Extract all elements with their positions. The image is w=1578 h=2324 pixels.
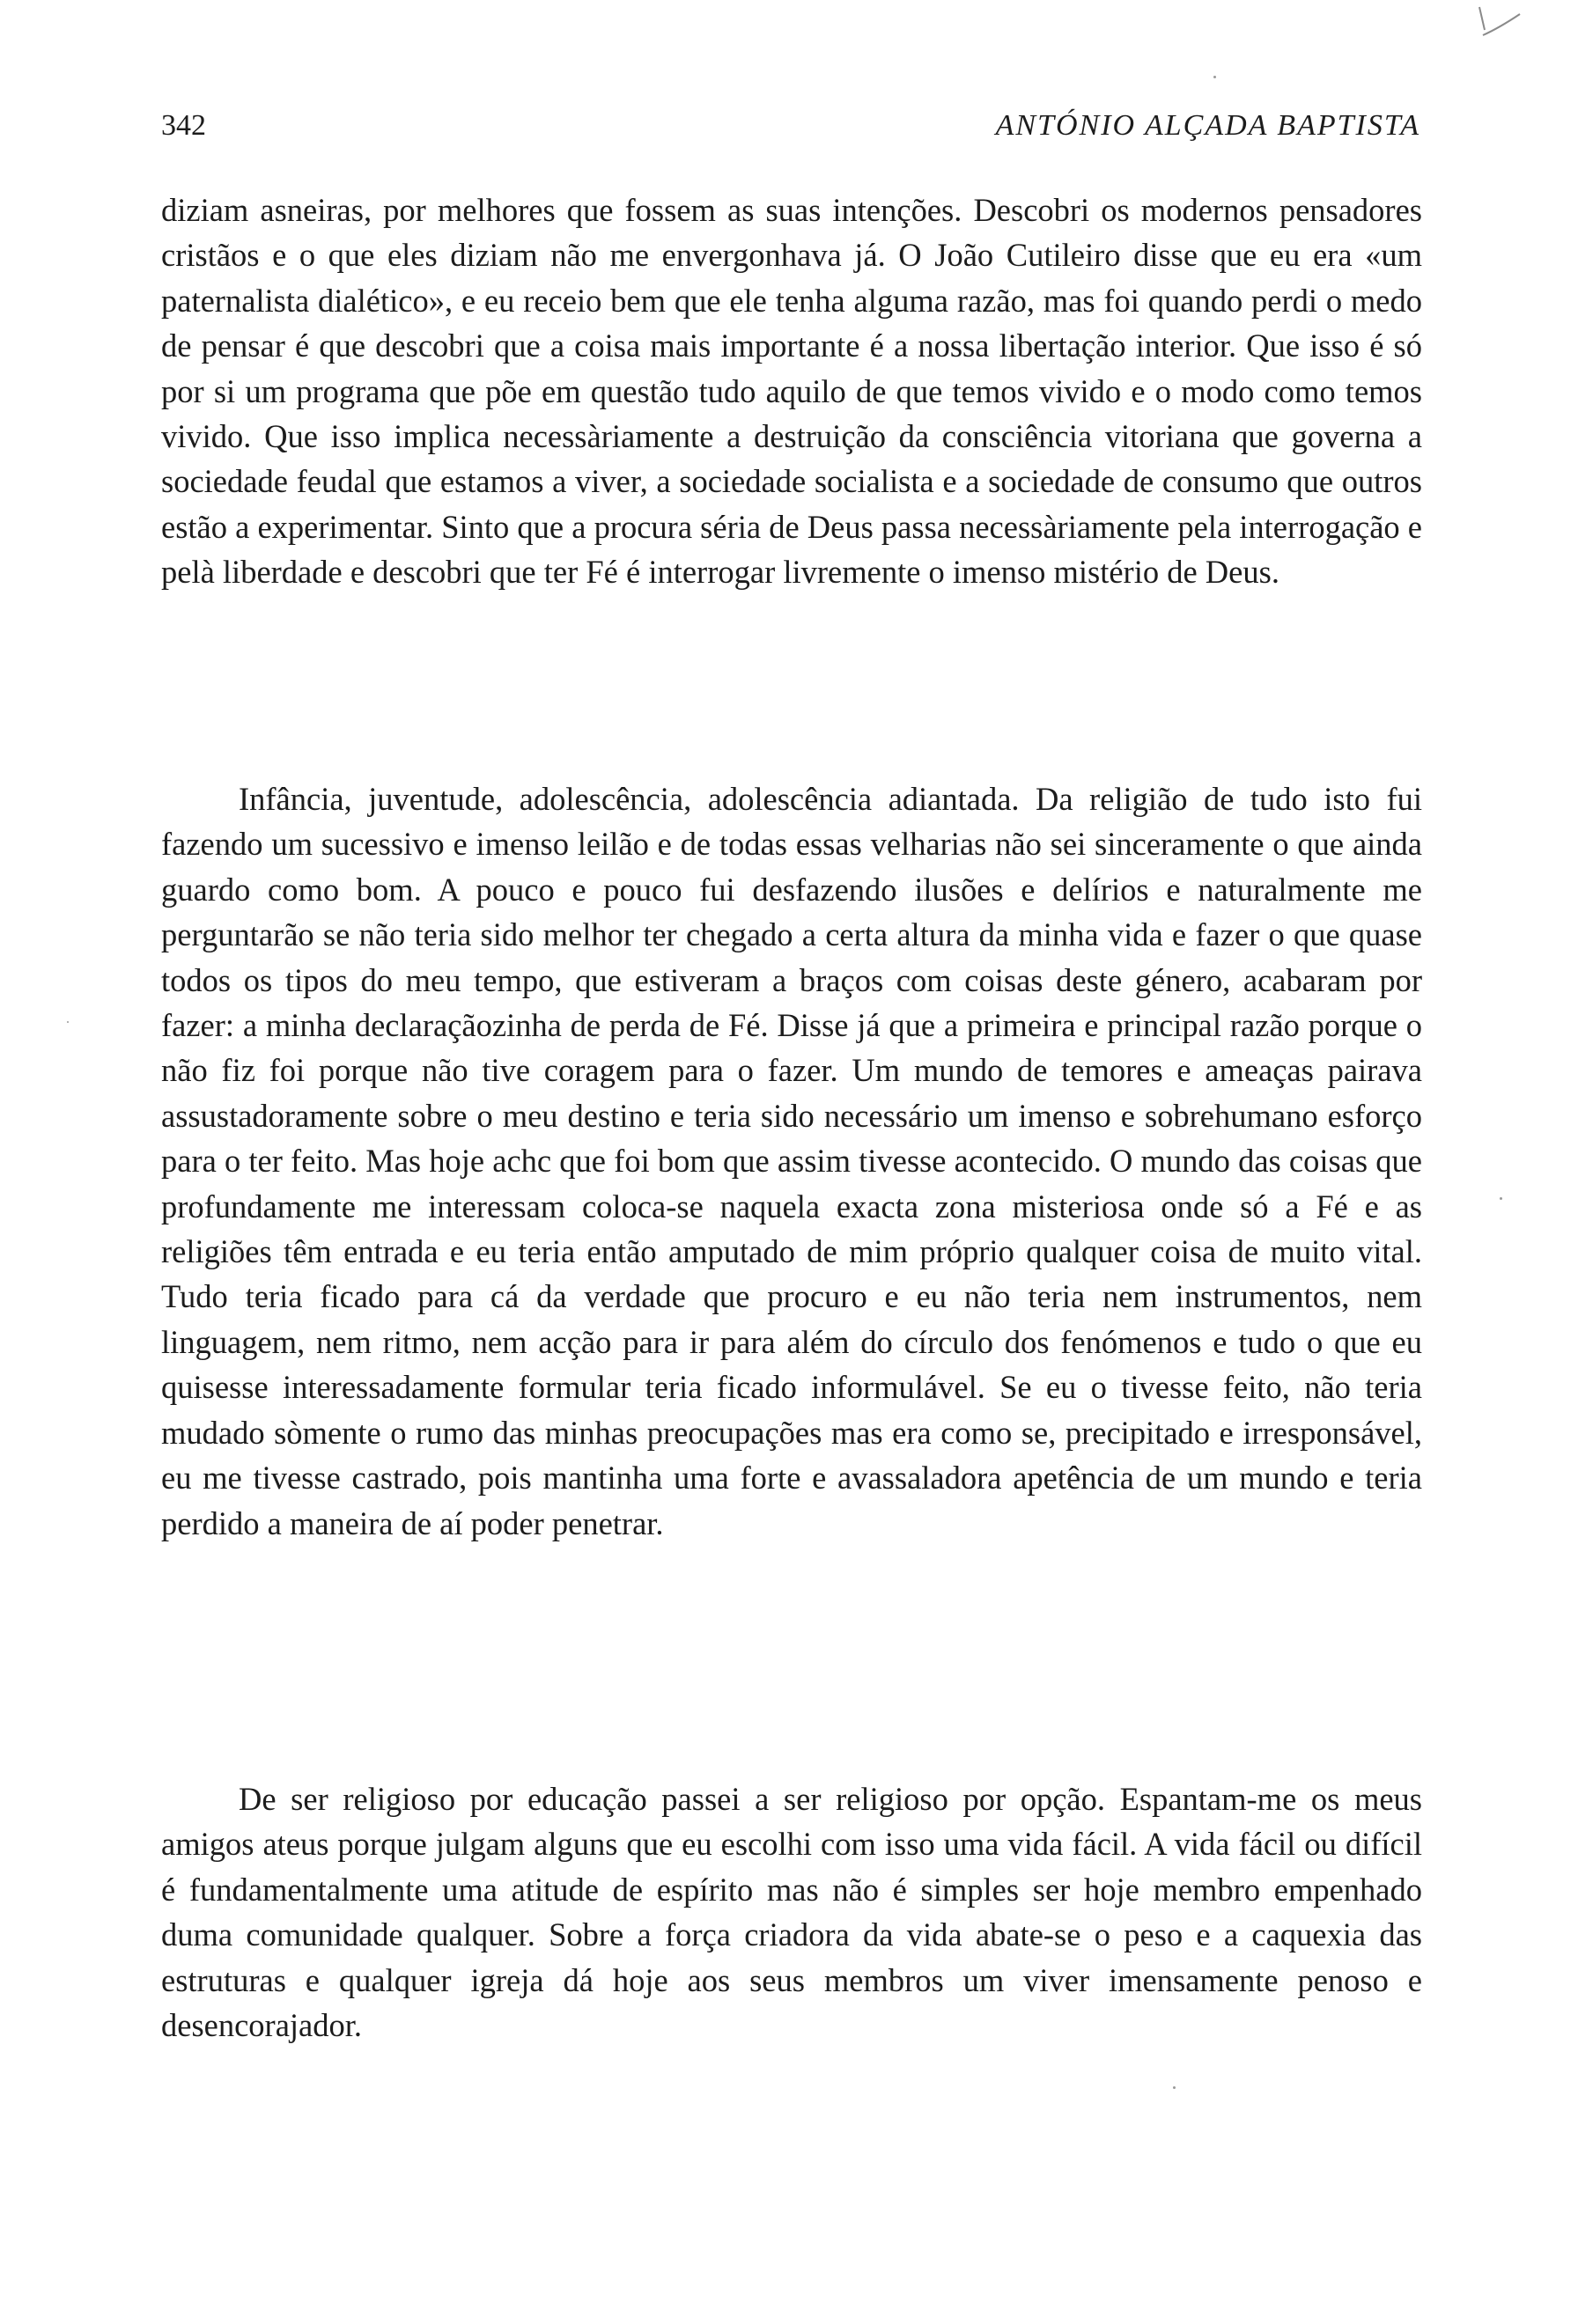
paragraph: De ser religioso por educação passei a ser religioso por opção. Espantam-me os meus amigos ateus porque julgam alguns que eu escolhi com isso uma vida fácil. A vida fácil ou difícil é fundamentalmente uma atitude de espírito mas não é simples ser hoje membro empenhado duma comunidade qualquer. Sobre a força criadora da vida abate-se o peso e a caquexia das estruturas e qualquer igreja dá hoje aos seus membros um viver imensamente penoso e desencorajador. xyxy=(161,1781,1422,2044)
paper-speck xyxy=(1213,76,1216,78)
running-header-author: ANTÓNIO ALÇADA BAPTISTA xyxy=(995,109,1420,142)
paper-speck xyxy=(1500,1197,1502,1200)
running-header xyxy=(161,104,1420,148)
paper-speck xyxy=(1173,2086,1176,2089)
page-number: 342 xyxy=(161,109,206,142)
paragraph: diziam asneiras, por melhores que fossem as suas intenções. Descobri os modernos pensadores cristãos e o que eles diziam não me envergonhava já. O João Cutileiro disse que eu era «um paternalista dialético», e eu receio bem que ele tenha alguma razão, mas foi quando perdi o medo de pensar é que descobri que a coisa mais importante é a nossa libertação interior. Que isso é só por si um programa que põe em questão tudo aquilo de que temos vivido e o modo como temos vivido. Que isso implica necessàriamente a destruição da consciência vitoriana que governa a sociedade feudal que estamos a viver, a sociedade socialista e a sociedade de consumo que outros estão a experimentar. Sinto que a procura séria de Deus passa necessàriamente pela interrogação e pelà liberdade e descobri que ter Fé é interrogar livremente o imenso mistério de Deus. xyxy=(161,192,1422,591)
paragraph: Infância, juventude, adolescência, adolescência adiantada. Da religião de tudo isto fui fazendo um sucessivo e imenso leilão e de todas essas velharias não sei sinceramente o que ainda guardo como bom. A pouco e pouco fui desfazendo ilusões e delírios e naturalmente me perguntarão se não teria sido melhor ter chegado a certa altura da minha vida e fazer o que quase todos os tipos do meu tempo, que estiveram a braços com coisas deste género, acabaram por fazer: a minha declaraçãozinha de perda de Fé. Disse já que a primeira e principal razão porque o não fiz foi porque não tive coragem para o fazer. Um mundo de temores e ameaças pairava assustadoramente sobre o meu destino e teria sido necessário um imenso e sobrehumano esforço para o ter feito. Mas hoje achc que foi bom que assim tivesse acontecido. O mundo das coisas que profundamente me interessam coloca-se naquela exacta zona misteriosa onde só a Fé e as religiões têm entrada e eu teria então amputado de mim próprio qualquer coisa de muito vital. Tudo teria ficado para cá da verdade que procuro e eu não teria nem instrumentos, nem linguagem, nem ritmo, nem acção para ir para além do círculo dos fenómenos e tudo o que eu quisesse interessadamente formular teria ficado informulável. Se eu o tivesse feito, não teria mudado sòmente o rumo das minhas preocupações mas era como se, precipitado e irresponsável, eu me tivesse castrado, pois mantinha uma forte e avassaladora apetência de um mundo e teria perdido a maneira de aí poder penetrar. xyxy=(161,781,1422,1541)
paper-speck xyxy=(67,1021,69,1023)
pencil-mark-icon xyxy=(1472,4,1525,44)
body-text xyxy=(161,188,1422,2048)
